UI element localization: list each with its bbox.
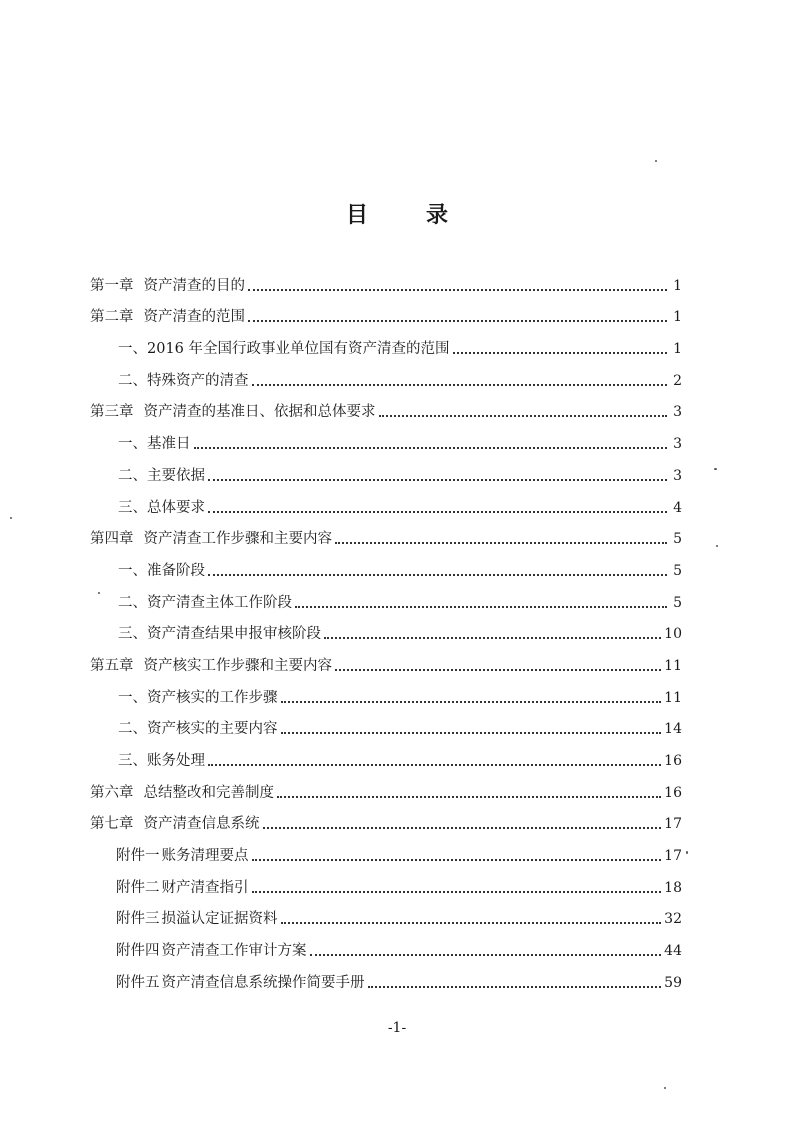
scan-speck xyxy=(98,592,100,594)
dot-leader xyxy=(335,542,667,544)
page-number-footer: -1- xyxy=(387,1020,407,1036)
toc-entry-appendix-5[interactable] xyxy=(86,961,682,993)
toc-entry-label: 第四章 xyxy=(90,531,134,548)
toc-entry-section[interactable] xyxy=(86,739,682,771)
toc-entry-section[interactable] xyxy=(86,359,682,391)
toc-entry-label: 附件二 xyxy=(116,879,160,896)
scan-speck xyxy=(686,851,688,854)
toc-entry-title: 三、总体要求 xyxy=(118,499,205,516)
dot-leader xyxy=(281,701,662,703)
toc-entry-title: 资产清查的基准日、依据和总体要求 xyxy=(143,404,376,421)
toc-entry-title: 资产清查工作审计方案 xyxy=(161,943,307,960)
toc-entry-chapter-7[interactable] xyxy=(86,803,682,835)
dot-leader xyxy=(324,637,661,639)
toc-entry-label: 第一章 xyxy=(90,277,134,294)
dot-leader xyxy=(263,827,662,829)
toc-entry-label: 第五章 xyxy=(90,657,134,674)
dot-leader xyxy=(208,511,667,513)
table-of-contents xyxy=(86,264,682,993)
toc-entry-title: 资产清查工作步骤和主要内容 xyxy=(143,531,332,548)
toc-page-number: 1 xyxy=(673,341,682,358)
toc-entry-section[interactable] xyxy=(86,676,682,708)
toc-entry-label: 第三章 xyxy=(90,404,134,421)
dot-leader xyxy=(208,479,667,481)
toc-entry-label: 附件五 xyxy=(116,974,160,991)
dot-leader xyxy=(277,796,661,798)
toc-entry-title: 一、准备阶段 xyxy=(118,562,205,579)
toc-page-number: 5 xyxy=(673,594,682,611)
toc-entry-title: 三、资产清查结果申报审核阶段 xyxy=(118,626,321,643)
toc-entry-section[interactable] xyxy=(86,422,682,454)
toc-entry-section[interactable] xyxy=(86,708,682,740)
toc-entry-appendix-2[interactable] xyxy=(86,866,682,898)
scan-speck xyxy=(714,468,717,470)
toc-entry-chapter-2[interactable] xyxy=(86,296,682,328)
toc-page-number: 10 xyxy=(664,626,682,643)
toc-entry-section[interactable] xyxy=(86,454,682,486)
toc-entry-title: 资产清查的目的 xyxy=(143,277,245,294)
toc-page-number: 17 xyxy=(664,816,682,833)
toc-entry-title: 一、2016 年全国行政事业单位国有资产清查的范围 xyxy=(118,341,450,358)
toc-entry-chapter-3[interactable] xyxy=(86,391,682,423)
toc-entry-label: 第二章 xyxy=(90,309,134,326)
dot-leader xyxy=(281,922,662,924)
toc-entry-section[interactable] xyxy=(86,613,682,645)
toc-page-number: 18 xyxy=(664,879,682,896)
toc-entry-title: 资产清查信息系统 xyxy=(143,816,260,833)
toc-entry-title: 损溢认定证据资料 xyxy=(161,911,278,928)
dot-leader xyxy=(295,606,667,608)
toc-entry-title: 账务清理要点 xyxy=(161,848,249,865)
scan-speck xyxy=(716,545,718,547)
dot-leader xyxy=(252,384,668,386)
toc-entry-chapter-1[interactable] xyxy=(86,264,682,296)
toc-entry-section[interactable] xyxy=(86,486,682,518)
dot-leader xyxy=(248,320,667,322)
toc-page-number: 11 xyxy=(664,689,682,706)
dot-leader xyxy=(453,352,667,354)
toc-entry-title: 二、资产核实的主要内容 xyxy=(118,721,278,738)
toc-page-number: 1 xyxy=(673,309,682,326)
toc-entry-label: 附件三 xyxy=(116,911,160,928)
toc-page-number: 4 xyxy=(673,499,682,516)
scan-speck xyxy=(664,1087,666,1089)
dot-leader xyxy=(252,891,662,893)
toc-page-number: 5 xyxy=(673,531,682,548)
dot-leader xyxy=(281,732,662,734)
toc-entry-section[interactable] xyxy=(86,549,682,581)
toc-page-number: 11 xyxy=(664,657,682,674)
toc-entry-appendix-3[interactable] xyxy=(86,898,682,930)
dot-leader xyxy=(335,669,661,671)
toc-page-number: 14 xyxy=(664,721,682,738)
toc-entry-label: 第七章 xyxy=(90,816,134,833)
page-title: 目 录 xyxy=(345,202,466,228)
dot-leader xyxy=(208,764,661,766)
dot-leader xyxy=(310,954,662,956)
toc-entry-title: 一、资产核实的工作步骤 xyxy=(118,689,278,706)
scan-speck xyxy=(655,160,657,162)
toc-page-number: 32 xyxy=(664,911,682,928)
toc-page-number: 2 xyxy=(673,372,682,389)
dot-leader xyxy=(248,289,667,291)
dot-leader xyxy=(208,574,667,576)
toc-entry-chapter-4[interactable] xyxy=(86,518,682,550)
toc-entry-section[interactable] xyxy=(86,581,682,613)
toc-entry-title: 资产清查的范围 xyxy=(143,309,245,326)
dot-leader xyxy=(252,859,662,861)
toc-entry-section[interactable] xyxy=(86,327,682,359)
toc-entry-label: 附件一 xyxy=(116,848,160,865)
toc-entry-title: 二、主要依据 xyxy=(118,467,205,484)
toc-entry-title: 资产核实工作步骤和主要内容 xyxy=(143,657,332,674)
toc-entry-title: 总结整改和完善制度 xyxy=(143,784,274,801)
toc-entry-label: 第六章 xyxy=(90,784,134,801)
toc-entry-title: 二、资产清查主体工作阶段 xyxy=(118,594,292,611)
toc-entry-label: 附件四 xyxy=(116,943,160,960)
toc-entry-title: 资产清查信息系统操作简要手册 xyxy=(161,974,365,991)
dot-leader xyxy=(379,415,668,417)
toc-entry-appendix-4[interactable] xyxy=(86,929,682,961)
toc-entry-title: 二、特殊资产的清查 xyxy=(118,372,249,389)
toc-entry-title: 一、基准日 xyxy=(118,436,191,453)
dot-leader xyxy=(194,447,668,449)
toc-entry-title: 财产清查指引 xyxy=(161,879,249,896)
toc-entry-appendix-1[interactable] xyxy=(86,834,682,866)
toc-page-number: 16 xyxy=(664,753,682,769)
toc-page-number: 16 xyxy=(664,784,682,801)
scan-speck xyxy=(10,517,12,519)
dot-leader xyxy=(368,986,662,988)
toc-entry-chapter-6[interactable] xyxy=(86,771,682,803)
toc-page-number: 3 xyxy=(673,436,682,453)
toc-page-number: 1 xyxy=(673,277,682,294)
toc-page-number: 59 xyxy=(664,974,682,991)
toc-page-number: 3 xyxy=(673,467,682,484)
toc-entry-chapter-5[interactable] xyxy=(86,644,682,676)
toc-page-number: 3 xyxy=(673,404,682,421)
toc-page-number: 44 xyxy=(664,943,682,960)
toc-page-number: 5 xyxy=(673,562,682,579)
toc-page-number: 17 xyxy=(664,848,682,865)
toc-entry-title: 三、账务处理 xyxy=(118,753,205,769)
